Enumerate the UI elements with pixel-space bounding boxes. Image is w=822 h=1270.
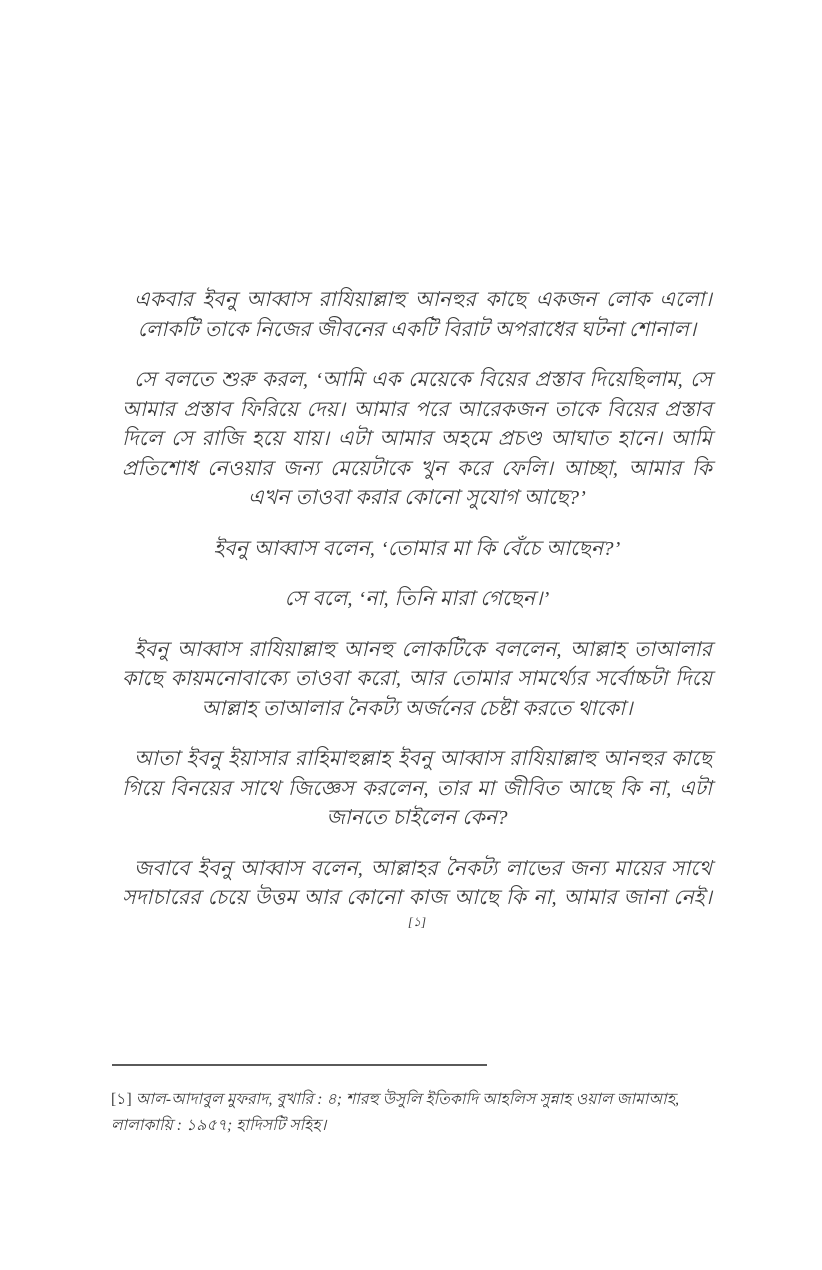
footnote-block [111, 1087, 733, 1139]
footnote-separator-rule [112, 1064, 487, 1066]
paragraph-5 [122, 636, 712, 725]
footnote-marker: [১] [111, 1091, 132, 1108]
paragraph-7-text: জবাবে ইবনু আব্বাস বলেন, আল্লাহর নৈকট্য লাভের জন্য মায়ের সাথে সদাচারের চেয়ে উত্তম আর কোনো কাজ আছে কি না, আমার জানা নেই। [122, 857, 712, 909]
body-text-column [122, 286, 712, 964]
paragraph-5-text: ইবনু আব্বাস রাযিয়াল্লাহু আনহু লোকটিকে বললেন, আল্লাহ তাআলার কাছে কায়মনোবাক্যে তাওবা করো, আর তোমার সামর্থ্যের সর্বোচ্চটা দিয়ে আল্লাহ তাআলার নৈকট্য অর্জনের চেষ্টা করতে থাকো। [122, 638, 712, 720]
footnote-reference-marker[interactable]: [১] [407, 914, 427, 929]
paragraph-7 [122, 855, 712, 944]
footnote-text: আল-আদাবুল মুফরাদ, বুখারি : ৪; শারহু উসুলি ইতিকাদি আহলিস সুন্নাহ ওয়াল জামাআহ, লালাকায়ি : ১৯৫৭; হাদিসটি সহিহ। [111, 1091, 680, 1134]
paragraph-2-text: সে বলতে শুরু করল, ‘আমি এক মেয়েকে বিয়ের প্রস্তাব দিয়েছিলাম, সে আমার প্রস্তাব ফিরিয়ে দেয়। আমার পরে আরেকজন তাকে বিয়ের প্রস্তাব দিলে সে রাজি হয়ে যায়। এটা আমার অহমে প্রচণ্ড আঘাত হানে। আমি প্রতিশোধ নেওয়ার জন্য মেয়েটাকে খুন করে ফেলি। আচ্ছা, আমার কি এখন তাওবা করার কোনো সুযোগ আছে?’ [122, 369, 712, 509]
paragraph-4-text: সে বলে, ‘না, তিনি মারা গেছেন।’ [284, 588, 550, 610]
paragraph-3 [122, 535, 712, 565]
paragraph-6-text: আতা ইবনু ইয়াসার রাহিমাহুল্লাহ ইবনু আব্বাস রাযিয়াল্লাহু আনহুর কাছে গিয়ে বিনয়ের সাথে জিজ্ঞেস করলেন, তার মা জীবিত আছে কি না, এটা জানতে চাইলেন কেন? [122, 748, 712, 829]
paragraph-4 [122, 585, 712, 615]
paragraph-3-text: ইবনু আব্বাস বলেন, ‘তোমার মা কি বেঁচে আছেন?’ [213, 537, 621, 560]
paragraph-1-text: একবার ইবনু আব্বাস রাযিয়াল্লাহু আনহুর কাছে একজন লোক এলো। লোকটি তাকে নিজের জীবনের একটি বিরাট অপরাধের ঘটনা শোনাল। [134, 289, 712, 341]
paragraph-6 [122, 745, 712, 834]
paragraph-2 [122, 366, 712, 514]
paragraph-1 [122, 286, 712, 345]
